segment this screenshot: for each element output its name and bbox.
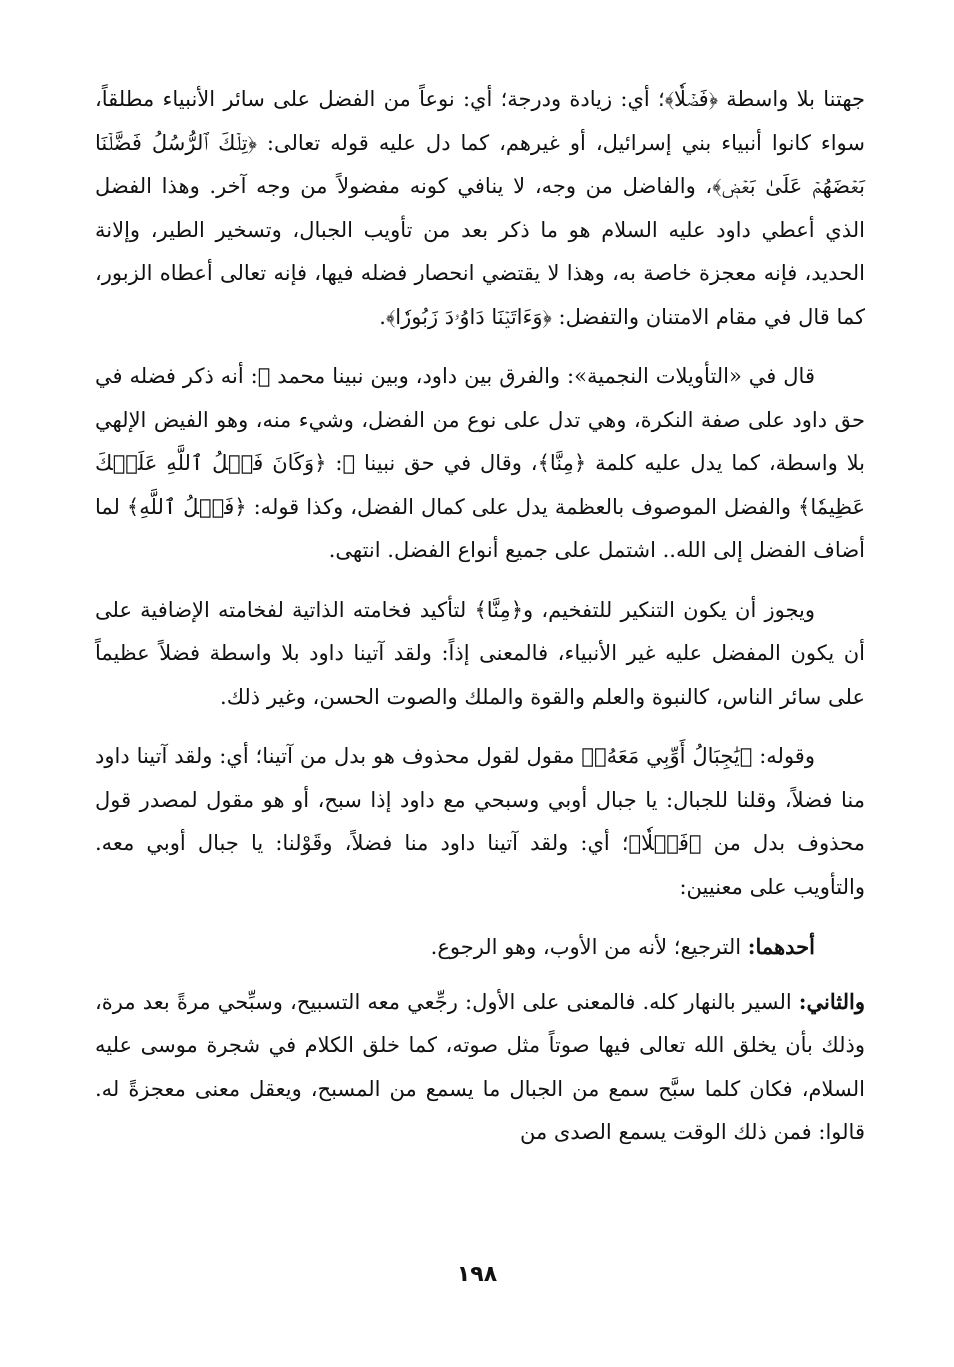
paragraph-4-text: وقوله: ﴿يَٰجِبَالُ أَوِّبِي مَعَهُۥ﴾ مقول لقول محذوف هو بدل من آتينا؛ أي: ولقد آتينا داود منا فضلاً، وقلنا للجبال: يا جبال أوبي وسبحي مع داود إذا سبح، أو هو مقول لمصدر قول محذوف بدل من ﴿فَضۡلٗا﴾؛ أي: ولقد آتينا داود منا فضلاً، وقَوْلنا: يا جبال أوبي معه. والتأويب على معنيين: <box>95 744 865 899</box>
paragraph-6 <box>95 980 865 1155</box>
paragraph-3-text: ويجوز أن يكون التنكير للتفخيم، و﴿مِنَّا﴾ لتأكيد فخامته الذاتية لفخامته الإضافية على أن يكون المفضل عليه غير الأنبياء، فالمعنى إذاً: ولقد آتينا داود بلا واسطة فضلاً عظيماً على سائر الناس، كالنبوة والعلم والقوة والملك والصوت الحسن، وغير ذلك. <box>95 597 865 709</box>
paragraph-5-lead: أحدهما: <box>747 934 815 959</box>
page-body <box>95 78 865 1171</box>
paragraph-1-text: جهتنا بلا واسطة ﴿فَضۡلٗا﴾؛ أي: زيادة ودرجة؛ أي: نوعاً من الفضل على سائر الأنبياء مطلقاً، سواء كانوا أنبياء بني إسرائيل، أو غيرهم، كما دل عليه قوله تعالى: ﴿تِلۡكَ ٱلرُّسُلُ فَضَّلۡنَا بَعۡضَهُمۡ عَلَىٰ بَعۡضٖ﴾، والفاضل من وجه، لا ينافي كونه مفضولاً من وجه آخر. وهذا الفضل الذي أعطي داود عليه السلام هو ما ذكر بعد من تأويب الجبال، وتسخير الطير، وإلانة الحديد، فإنه معجزة خاصة به، وهذا لا يقتضي انحصار فضله فيها، فإنه تعالى أعطاه الزبور، كما قال في مقام الامتنان والتفضل: ﴿وَءَاتَيۡنَا دَاوُۥدَ زَبُورٗا﴾. <box>95 87 865 329</box>
page-number: ١٩٨ <box>456 1262 498 1287</box>
paragraph-3 <box>95 589 865 720</box>
paragraph-1 <box>95 78 865 339</box>
paragraph-5 <box>95 925 865 970</box>
paragraph-2-text: قال في «التأويلات النجمية»: والفرق بين داود، وبين نبينا محمد ﷺ: أنه ذكر فضله في حق داود على صفة النكرة، وهي تدل على نوع من الفضل، وشيء منه، وهو الفيض الإلهي بلا واسطة، كما يدل عليه كلمة ﴿مِنَّا﴾، وقال في حق نبينا ﷺ: ﴿وَكَانَ فَضۡلُ ٱللَّهِ عَلَيۡكَ عَظِيمٗا﴾ والفضل الموصوف بالعظمة يدل على كمال الفضل، وكذا قوله: ﴿فَضۡلُ ٱللَّهِ﴾ لما أضاف الفضل إلى الله.. اشتمل على جميع أنواع الفضل. انتهى. <box>95 364 866 562</box>
paragraph-2 <box>95 355 865 573</box>
paragraph-6-lead: والثاني: <box>798 988 865 1014</box>
paragraph-6-text: السير بالنهار كله. فالمعنى على الأول: رجِّعي معه التسبيح، وسبِّحي مرةً بعد مرة، وذلك بأن يخلق الله تعالى فيها صوتاً مثل صوته، كما خلق الكلام في شجرة موسى عليه السلام، فكان كلما سبَّح سمع من الجبال ما يسمع من المسبح، ويعقل معنى معجزةً له. قالوا: فمن ذلك الوقت يسمع الصدى من <box>95 989 865 1144</box>
paragraph-5-text: الترجيع؛ لأنه من الأوب، وهو الرجوع. <box>430 935 748 959</box>
paragraph-4 <box>95 735 865 909</box>
